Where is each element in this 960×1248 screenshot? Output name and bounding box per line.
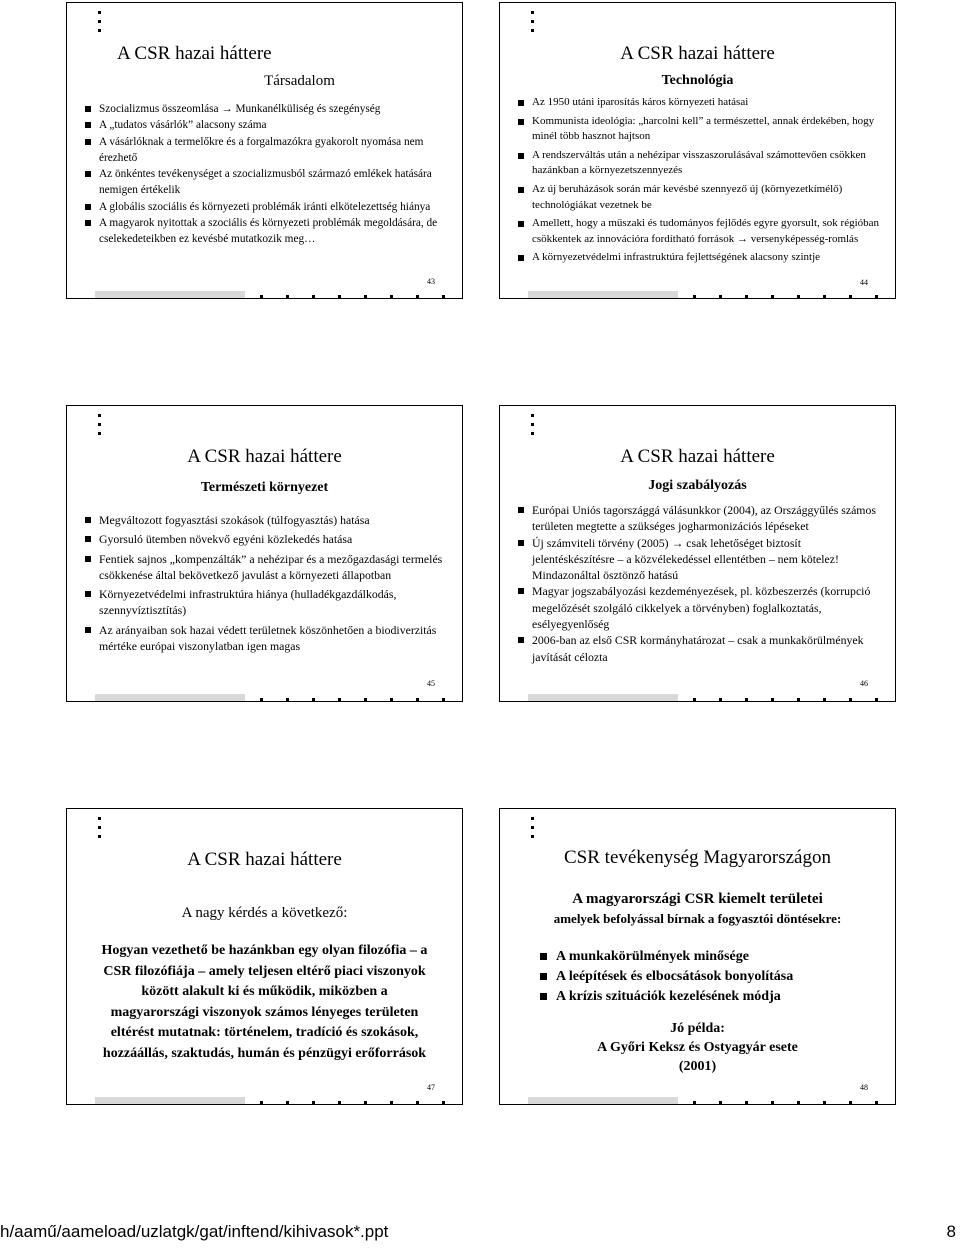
bullet-item: Új számviteli törvény (2005) → csak lehetőséget biztosít jelentéskészítésre – a közvélekedéssel ellentétben – nem kötelez! Mindazonáltal ösztönző hatású [518,535,885,584]
bullet-item: A rendszerváltás után a nehézipar visszaszorulásával számottevően csökken hazánkban a környezetszennyezés [518,148,885,179]
slide-title: A CSR hazai háttere [620,43,775,64]
slide-subtitle: Jogi szabályozás [648,478,747,493]
slide-intro-subheading: amelyek befolyással bírnak a fogyasztói döntésekre: [553,911,842,926]
bullet-list [85,101,452,248]
slide-decoration-dots [260,698,445,701]
bullet-item: Az arányaiban sok hazai védett területnek köszönhetően a biodiverzitás mértéke európai viszonylatban igen magas [85,622,452,655]
slide-footer-bar [528,1097,678,1104]
slide-title: A CSR hazai háttere [187,446,342,467]
bullet-item: A magyarok nyitottak a szociális és környezeti problémák megoldására, de cselekedeteikben ez kevésbé mutatkozik meg… [85,215,452,248]
slide-subtitle: Technológia [661,73,734,88]
slide-footer-bar [95,1097,245,1104]
slide-subtitle: Társadalom [264,73,335,89]
bullet-item: Az 1950 utáni iparosítás káros környezeti hatásai [518,95,885,111]
bullet-item: Az új beruházások során már kevésbé szennyező új (környezetkímélő) technológiákat vezetnek be [518,182,885,213]
bullet-item: A vásárlóknak a termelőkre és a forgalmazókra gyakorolt nyomása nem érezhető [85,134,452,167]
slide-title: A CSR hazai háttere [187,849,342,870]
bullet-item: Kommunista ideológia: „harcolni kell” a természettel, annak érdekében, hogy minél több hasznot hajtson [518,114,885,145]
slide-decoration-dots [693,295,878,298]
slide-decoration-dots [693,1101,878,1104]
slide-page-number: 45 [427,679,435,688]
bullet-item: Megváltozott fogyasztási szokások (túlfogyasztás) hatása [85,512,452,528]
bullet-list [85,512,452,654]
slide-footer-bar [528,694,678,701]
slide-subtitle: Természeti környezet [200,480,329,495]
bullet-item: Az önkéntes tevékenységet a szocializmusból származó emlékek hatására nemigen értékelik [85,166,452,199]
slide-46 [499,405,896,702]
slide-page-number: 46 [860,679,868,688]
slide-decoration-dots [98,11,101,38]
slide-44 [499,2,896,299]
slide-title: CSR tevékenység Magyarországon [564,847,831,868]
slide-subtitle: A nagy kérdés a következő: [181,905,348,921]
example-name: A Győri Keksz és Ostyagyár esete [597,1040,798,1055]
bullet-item: A globális szociális és környezeti problémák iránti elkötelezettség hiánya [85,199,452,215]
bullet-item: A környezetvédelmi infrastruktúra fejlettségének alacsony szintje [518,250,885,266]
document-file-path: h/aamű/aameload/uzlatgk/gat/inftend/kihivasok*.ppt [0,1222,389,1241]
slide-page-number: 48 [860,1083,868,1092]
slide-decoration-dots [531,414,534,441]
document-page-number: 8 [946,1222,956,1241]
slide-title: A CSR hazai háttere [620,446,775,467]
bullet-item: Gyorsuló ütemben növekvő egyéni közlekedés hatása [85,531,452,547]
bullet-item: A krízis szituációk kezelésének módja [540,987,793,1007]
slide-footer-bar [95,291,245,298]
slide-footer-bar [95,694,245,701]
slide-decoration-dots [531,11,534,38]
slide-decoration-dots [260,1101,445,1104]
bullet-item: Fentiek sajnos „kompenzálták” a nehézipar és a mezőgazdasági termelés csökkenése által bekövetkező javulást a környezeti állapotban [85,551,452,584]
example-year: (2001) [678,1059,717,1074]
bullet-item: A munkakörülmények minősége [540,947,793,967]
slide-intro-heading: A magyarországi CSR kiemelt területei [572,891,823,907]
bullet-item: 2006-ban az első CSR kormányhatározat – csak a munkakörülmények javítását célozta [518,632,885,665]
example-label: Jó példa: [670,1021,725,1036]
slide-43 [66,2,463,299]
bullet-list [518,95,885,266]
slide-decoration-dots [693,698,878,701]
bullet-item: Környezetvédelmi infrastruktúra hiánya (hulladékgazdálkodás, szennyvíztisztítás) [85,586,452,619]
slide-decoration-dots [98,817,101,844]
slide-title: A CSR hazai háttere [117,43,272,64]
bullet-item: Szocializmus összeomlása → Munkanélküliség és szegénység [85,101,452,117]
slide-question-text: Hogyan vezethető be hazánkban egy olyan filozófia – a CSR filozófiája – amely teljesen eltérő piaci viszonyok között alakult ki és működik, miközben a magyarországi viszonyok számos lényeges területen eltérést mutatnak: történelem, tradíció és szokások, hozzáállás, szaktudás, humán és pénzügyi erőforrások [101,943,428,1061]
slide-page-number: 43 [427,277,435,286]
bullet-item: A „tudatos vásárlók” alacsony száma [85,117,452,133]
bullet-item: Európai Uniós tagországgá válásunkkor (2004), az Országgyűlés számos területen megtette a szükséges jogharmonizációs lépéseket [518,502,885,535]
slide-footer-bar [528,291,678,298]
slide-47 [66,808,463,1105]
slide-48 [499,808,896,1105]
slide-page-number: 47 [427,1083,435,1092]
bullet-item: Amellett, hogy a műszaki és tudományos fejlődés egyre gyorsult, sok régióban csökkentek az innovációra fordítható források → versenyképesség-romlás [518,216,885,247]
slide-decoration-dots [98,414,101,441]
bullet-list [518,502,885,665]
slide-decoration-dots [531,817,534,844]
bullet-item: Magyar jogszabályozási kezdeményezések, pl. közbeszerzés (korrupció megelőzését szolgáló cikkelyek a törvényben) foglalkoztatás, esélyegyenlőség [518,583,885,632]
slide-decoration-dots [260,295,445,298]
bullet-item: A leépítések és elbocsátások bonyolítása [540,967,793,987]
slide-45 [66,405,463,702]
bullet-list [540,947,793,1007]
slide-page-number: 44 [860,278,868,287]
